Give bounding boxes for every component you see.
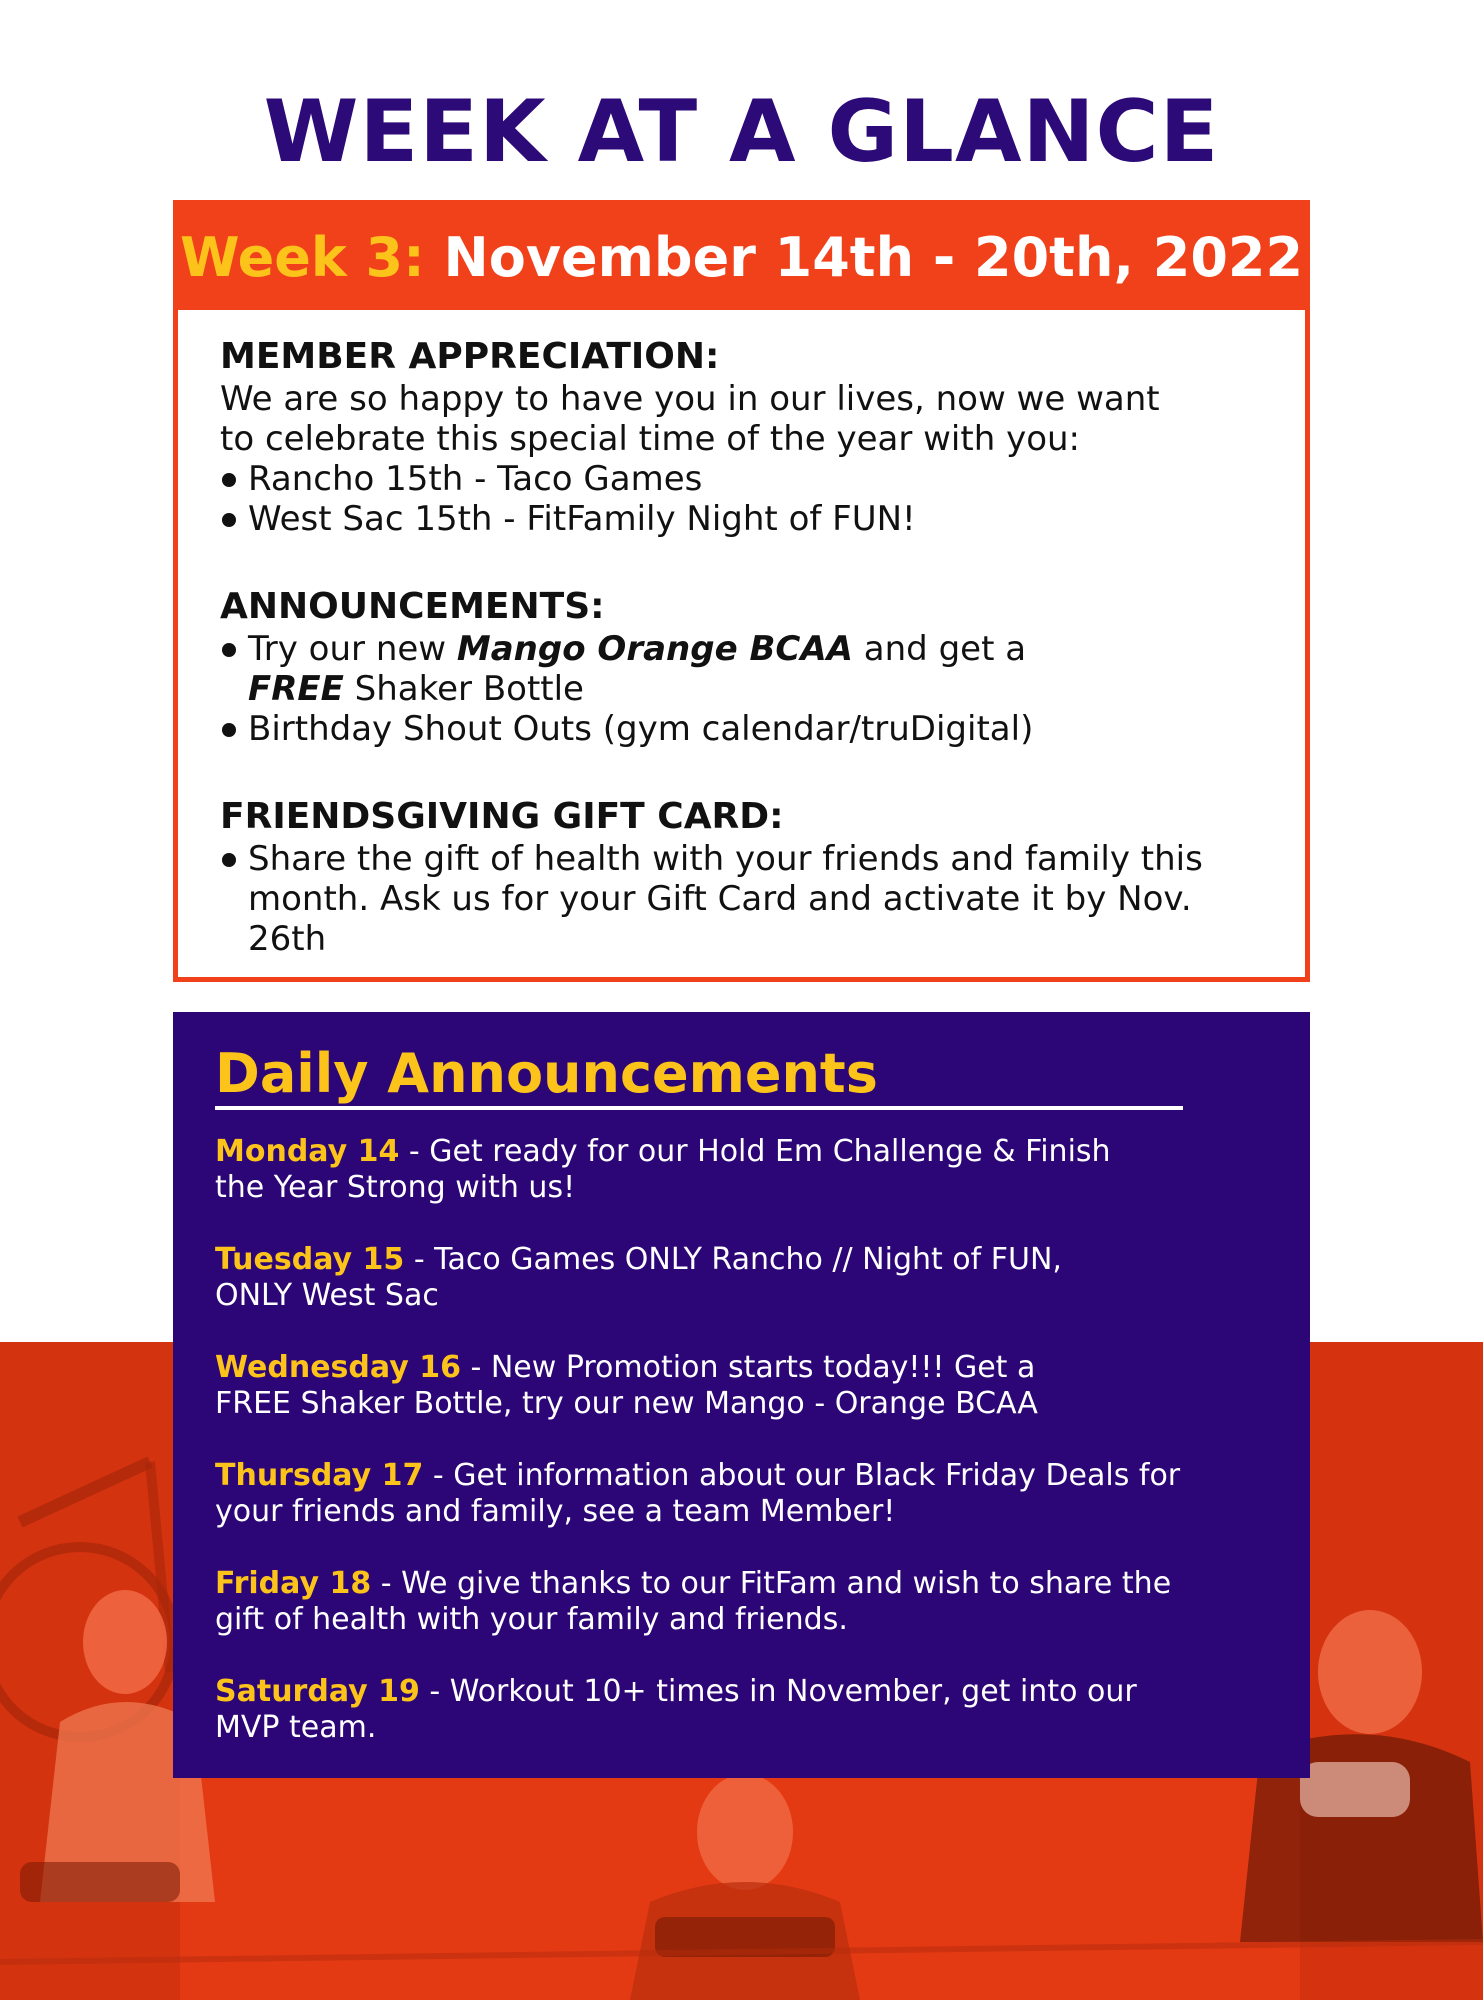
day-text: - Get information about our Black Friday Deals for bbox=[423, 1458, 1181, 1493]
member-appreciation-intro-2: to celebrate this special time of the year with you: bbox=[220, 419, 1080, 459]
announcements-list bbox=[220, 629, 1270, 749]
list-item bbox=[220, 709, 1270, 749]
member-appreciation-list bbox=[220, 459, 1270, 539]
page-title: WEEK AT A GLANCE bbox=[263, 82, 1220, 182]
day-text: the Year Strong with us! bbox=[215, 1170, 576, 1205]
friendsgiving-heading: FRIENDSGIVING GIFT CARD: bbox=[220, 796, 784, 837]
list-item-text: month. Ask us for your Gift Card and activate it by Nov. 26th bbox=[248, 879, 1192, 959]
member-appreciation-heading: MEMBER APPRECIATION: bbox=[220, 336, 720, 377]
day-text: FREE Shaker Bottle, try our new Mango - Orange BCAA bbox=[215, 1386, 1038, 1421]
list-item-text: West Sac 15th - FitFamily Night of FUN! bbox=[248, 499, 916, 539]
day-label: Tuesday 15 bbox=[215, 1242, 405, 1277]
day-text: - We give thanks to our FitFam and wish to share the bbox=[371, 1566, 1172, 1601]
day-text: ONLY West Sac bbox=[215, 1278, 439, 1313]
list-item bbox=[220, 839, 1270, 959]
bullet-icon bbox=[222, 723, 236, 737]
bullet-icon bbox=[222, 513, 236, 527]
day-label: Monday 14 bbox=[215, 1134, 400, 1169]
list-item-text: Birthday Shout Outs (gym calendar/truDigital) bbox=[248, 709, 1034, 749]
day-text: - Get ready for our Hold Em Challenge & Finish bbox=[399, 1134, 1111, 1169]
title-divider bbox=[215, 1106, 1183, 1110]
list-item bbox=[215, 1566, 1285, 1638]
list-item bbox=[215, 1674, 1285, 1746]
list-item bbox=[220, 459, 1270, 499]
week-date-range: November 14th - 20th, 2022 bbox=[443, 226, 1304, 289]
bullet-icon bbox=[222, 643, 236, 657]
day-text: your friends and family, see a team Member! bbox=[215, 1494, 896, 1529]
week-overview-card bbox=[173, 200, 1310, 982]
day-text: - Taco Games ONLY Rancho // Night of FUN, bbox=[404, 1242, 1062, 1277]
day-text: - Workout 10+ times in November, get into our bbox=[419, 1674, 1137, 1709]
list-item bbox=[215, 1134, 1285, 1206]
friendsgiving-list bbox=[220, 839, 1270, 959]
list-item bbox=[215, 1350, 1285, 1422]
list-item-text: Share the gift of health with your friends and family this bbox=[248, 839, 1203, 879]
daily-announcements-title: Daily Announcements bbox=[215, 1042, 878, 1105]
day-label: Wednesday 16 bbox=[215, 1350, 461, 1385]
list-item bbox=[220, 629, 1270, 709]
day-text: - New Promotion starts today!!! Get a bbox=[460, 1350, 1036, 1385]
free-emphasis: FREE bbox=[248, 669, 344, 709]
day-label: Saturday 19 bbox=[215, 1674, 420, 1709]
announcement-text: Shaker Bottle bbox=[343, 669, 584, 709]
member-appreciation-intro-1: We are so happy to have you in our lives, now we want bbox=[220, 379, 1160, 419]
list-item bbox=[215, 1458, 1285, 1530]
week-content bbox=[220, 335, 1270, 959]
product-name: Mango Orange BCAA bbox=[456, 629, 853, 669]
day-label: Friday 18 bbox=[215, 1566, 372, 1601]
daily-announcements-list bbox=[215, 1134, 1285, 1782]
day-label: Thursday 17 bbox=[215, 1458, 424, 1493]
bullet-icon bbox=[222, 853, 236, 867]
announcement-text: and get a bbox=[852, 629, 1027, 669]
list-item bbox=[215, 1242, 1285, 1314]
announcement-text: Try our new bbox=[248, 629, 457, 669]
day-text: gift of health with your family and friends. bbox=[215, 1602, 848, 1637]
week-header bbox=[178, 205, 1305, 310]
list-item-text: Rancho 15th - Taco Games bbox=[248, 459, 703, 499]
day-text: MVP team. bbox=[215, 1710, 377, 1745]
week-number-label: Week 3: bbox=[179, 226, 425, 289]
list-item bbox=[220, 499, 1270, 539]
announcements-heading: ANNOUNCEMENTS: bbox=[220, 586, 605, 627]
daily-announcements-panel bbox=[173, 1012, 1310, 1778]
bullet-icon bbox=[222, 473, 236, 487]
